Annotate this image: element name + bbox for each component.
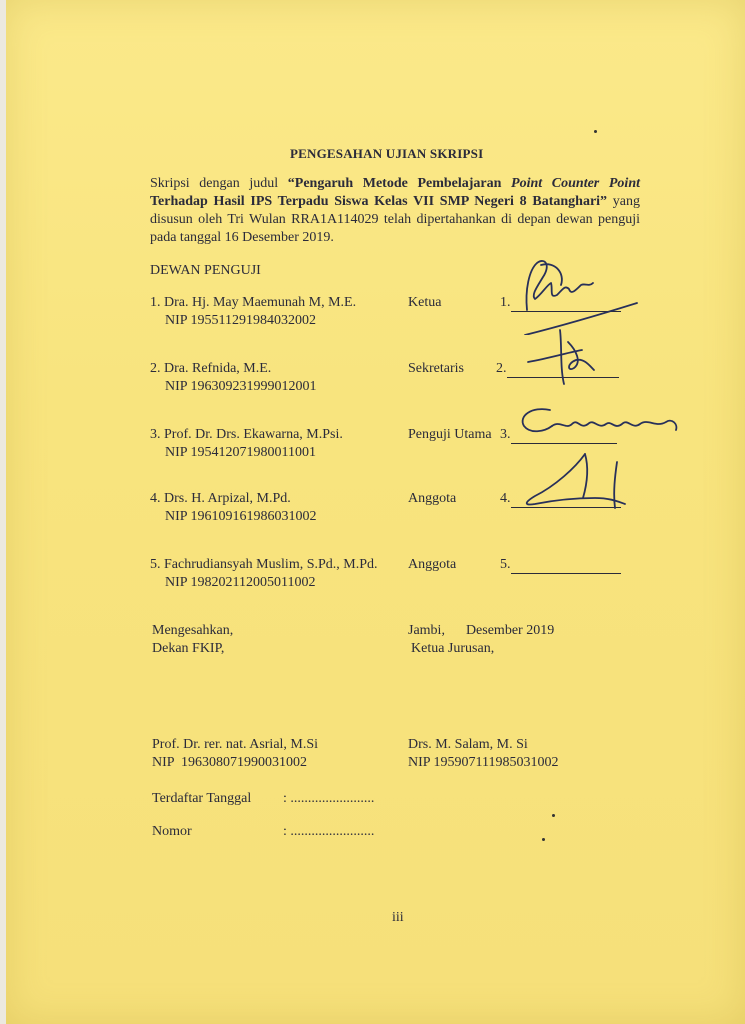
examiner-4-number: 4. xyxy=(500,491,511,506)
examiner-3-nip: NIP 195412071980011001 xyxy=(165,445,317,460)
examiner-5-name: 5. Fachrudiansyah Muslim, S.Pd., M.Pd. xyxy=(150,557,378,572)
examiner-3-role: Penguji Utama xyxy=(408,427,492,442)
approval-left-line2: Dekan FKIP, xyxy=(152,641,225,656)
examiner-5-number: 5. xyxy=(500,557,511,572)
dean-nip: NIP 196308071990031002 xyxy=(152,755,308,770)
dewan-heading: DEWAN PENGUJI xyxy=(150,263,261,278)
page-title: PENGESAHAN UJIAN SKRIPSI xyxy=(290,146,484,161)
examiner-3-name: 3. Prof. Dr. Drs. Ekawarna, M.Psi. xyxy=(150,427,343,442)
examiner-4-role: Anggota xyxy=(408,491,457,506)
head-name: Drs. M. Salam, M. Si xyxy=(408,737,528,752)
signature-3-icon xyxy=(510,402,685,442)
thesis-title-italic: Point Counter Point xyxy=(511,176,640,191)
examiner-2-nip: NIP 196309231999012001 xyxy=(165,379,317,394)
thesis-title-part-1: “Pengaruh Metode Pembelajaran xyxy=(287,176,512,191)
examiner-1-name: 1. Dra. Hj. May Maemunah M, M.E. xyxy=(150,295,357,310)
examiner-1-number: 1. xyxy=(500,295,511,310)
examiner-5-signature-line xyxy=(500,556,621,574)
intro-paragraph xyxy=(150,175,640,247)
examiner-1-role: Ketua xyxy=(408,295,442,310)
examiner-4-nip: NIP 196109161986031002 xyxy=(165,509,317,524)
registered-date-value: : ........................ xyxy=(283,791,375,806)
head-nip: NIP 195907111985031002 xyxy=(408,755,559,770)
paper-speck xyxy=(552,814,555,817)
approval-left-line1: Mengesahkan, xyxy=(152,623,234,638)
signature-2-icon xyxy=(520,322,620,392)
examiner-2-name: 2. Dra. Refnida, M.E. xyxy=(150,361,272,376)
examiner-5-role: Anggota xyxy=(408,557,457,572)
approval-right-line1: Jambi, Desember 2019 xyxy=(408,623,555,638)
intro-text-2: yang disusun oleh Tri Wulan RRA1A114029 telah dipertahankan di depan dewan penguji pada tanggal 16 Desember 2019. xyxy=(150,194,640,245)
examiner-1-nip: NIP 195511291984032002 xyxy=(165,313,317,328)
intro-text-1: Skripsi dengan judul xyxy=(150,176,288,191)
examiner-3-number: 3. xyxy=(500,427,511,442)
signature-4-icon xyxy=(515,448,630,518)
approval-right-line2: Ketua Jurusan, xyxy=(411,641,495,656)
paper-speck xyxy=(542,838,545,841)
number-value: : ........................ xyxy=(283,824,375,839)
thesis-title-part-2: Terhadap Hasil IPS Terpadu Siswa Kelas VII SMP Negeri 8 Batanghari” xyxy=(150,194,608,209)
examiner-2-number: 2. xyxy=(496,361,507,376)
registered-date-label: Terdaftar Tanggal xyxy=(152,791,252,806)
number-label: Nomor xyxy=(152,824,192,839)
examiner-2-role: Sekretaris xyxy=(408,361,464,376)
examiner-4-name: 4. Drs. H. Arpizal, M.Pd. xyxy=(150,491,291,506)
dean-name: Prof. Dr. rer. nat. Asrial, M.Si xyxy=(152,737,319,752)
paper-speck xyxy=(594,130,597,133)
page-number: iii xyxy=(392,910,404,925)
examiner-5-nip: NIP 198202112005011002 xyxy=(165,575,316,590)
